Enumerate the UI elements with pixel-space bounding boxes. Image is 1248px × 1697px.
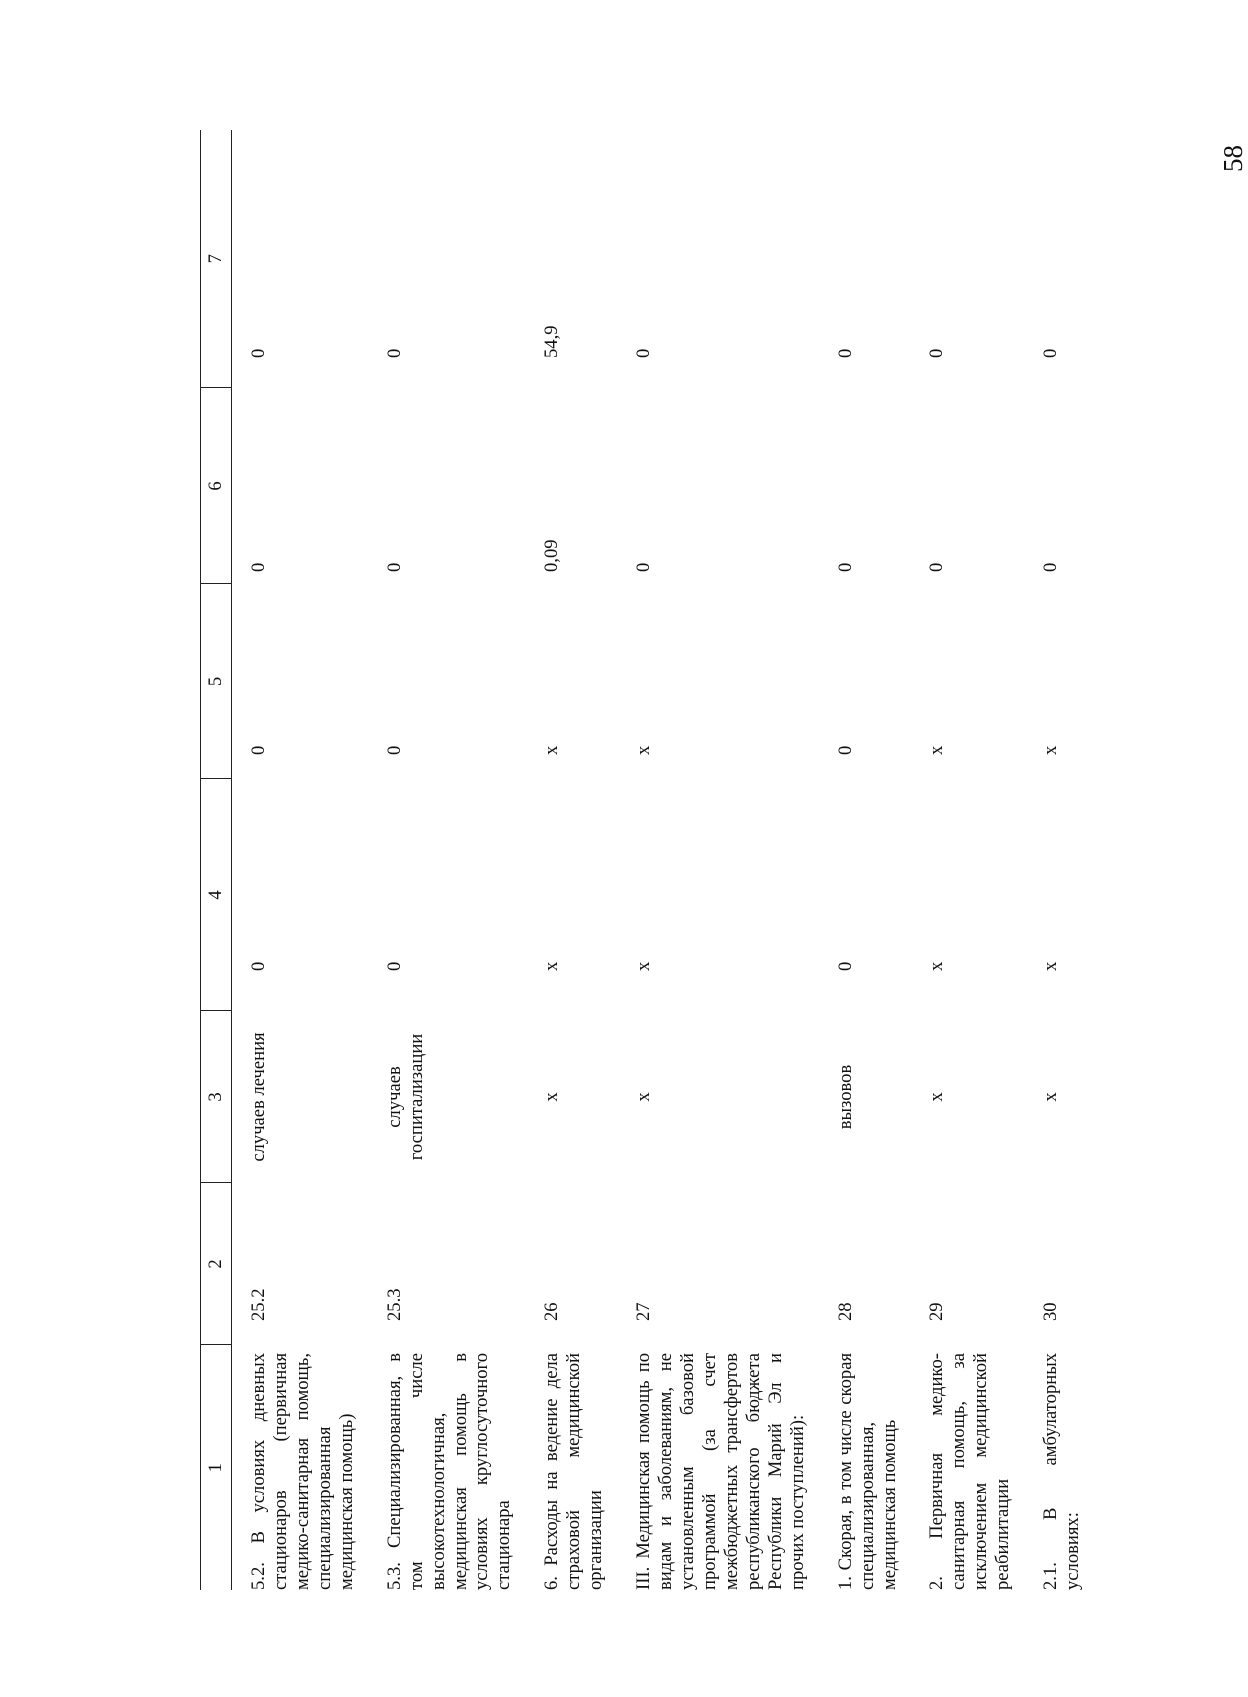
row-col4-cell: x — [541, 961, 563, 971]
column-header: 1 — [201, 1345, 232, 1590]
row-line-number-cell: 25.2 — [248, 1288, 269, 1321]
row-col4-cell: x — [926, 961, 948, 971]
row-line-number-cell: 27 — [633, 1302, 655, 1321]
column-header: 7 — [201, 130, 232, 388]
row-col6-cell: 0,09 — [541, 539, 563, 572]
row-col5-cell: 0 — [248, 745, 269, 755]
row-col7-cell: 0 — [926, 348, 948, 358]
row-col5-cell: 0 — [834, 745, 856, 755]
row-line-number-cell: 28 — [834, 1302, 856, 1321]
rotated-page-content — [200, 90, 1084, 1590]
row-unit-cell: случаев лечения — [248, 1032, 269, 1162]
row-col7-cell: 0 — [834, 348, 856, 358]
row-col4-cell: x — [1040, 961, 1062, 971]
row-name-cell: 6. Расходы на ведение дела страховой медицинской организации — [541, 1353, 607, 1590]
column-header: 4 — [201, 779, 232, 1011]
row-col7-cell: 0 — [383, 348, 405, 358]
table-row — [232, 130, 368, 1590]
row-name-cell: III. Медицинская помощь по видам и заболеваниям, не установленным базовой программой (за счет межбюджетных трансфертов республиканского бюджета Республики Марий Эл и прочих поступлений): — [633, 1353, 808, 1590]
table-row — [910, 130, 1024, 1590]
row-col4-cell: 0 — [834, 961, 856, 971]
row-col7-cell: 54,9 — [541, 325, 563, 358]
row-name-cell: 5.3. Специализированная, в том числе высокотехнологичная, медицинская помощь в условиях круглосуточного стационара — [383, 1353, 515, 1590]
row-col4-cell: 0 — [248, 961, 269, 971]
column-header: 2 — [201, 1183, 232, 1345]
table-row — [368, 130, 526, 1590]
column-header: 3 — [201, 1011, 232, 1183]
row-col6-cell: 0 — [383, 562, 405, 572]
row-unit-cell: случаев госпитализации — [383, 1033, 427, 1161]
row-col7-cell: 0 — [1040, 348, 1062, 358]
row-line-number-cell: 30 — [1040, 1302, 1062, 1321]
row-col5-cell: x — [541, 745, 563, 755]
row-name-cell: 1. Скорая, в том числе скорая специализированная, медицинская помощь — [834, 1353, 900, 1590]
row-col6-cell: 0 — [926, 562, 948, 572]
row-col7-cell: 0 — [248, 348, 269, 358]
row-col5-cell: 0 — [383, 745, 405, 755]
row-col6-cell: 0 — [248, 562, 269, 572]
column-header: 5 — [201, 584, 232, 779]
row-name-cell: 2.1. В амбулаторных условиях: — [1040, 1353, 1084, 1590]
row-col5-cell: x — [926, 745, 948, 755]
row-unit-cell: вызовов — [834, 1064, 856, 1130]
row-line-number-cell: 26 — [541, 1302, 563, 1321]
row-line-number-cell: 25.3 — [383, 1288, 405, 1321]
row-unit-cell: x — [926, 1092, 948, 1102]
table-row — [617, 130, 819, 1590]
table-row — [819, 130, 911, 1590]
row-name-cell: 5.2. В условиях дневных стационаров (первичная медико-санитарная помощь, специализированная медицинская помощь) — [248, 1353, 357, 1590]
row-unit-cell: x — [633, 1092, 655, 1102]
row-col5-cell: x — [1040, 745, 1062, 755]
row-col4-cell: 0 — [383, 961, 405, 971]
row-col4-cell: x — [633, 961, 655, 971]
table-row — [1024, 130, 1094, 1590]
row-col6-cell: 0 — [633, 562, 655, 572]
row-col6-cell: 0 — [834, 562, 856, 572]
table-row — [525, 130, 617, 1590]
page-number: 58 — [1218, 145, 1248, 172]
row-col6-cell: 0 — [1040, 562, 1062, 572]
row-col5-cell: x — [633, 745, 655, 755]
row-name-cell: 2. Первичная медико-санитарная помощь, за исключением медицинской реабилитации — [926, 1353, 1014, 1590]
column-header: 6 — [201, 388, 232, 584]
table-header-row — [201, 130, 232, 1590]
row-unit-cell: x — [1040, 1092, 1062, 1102]
row-unit-cell: x — [541, 1092, 563, 1102]
row-col7-cell: 0 — [633, 348, 655, 358]
data-table — [200, 130, 1094, 1590]
row-line-number-cell: 29 — [926, 1302, 948, 1321]
